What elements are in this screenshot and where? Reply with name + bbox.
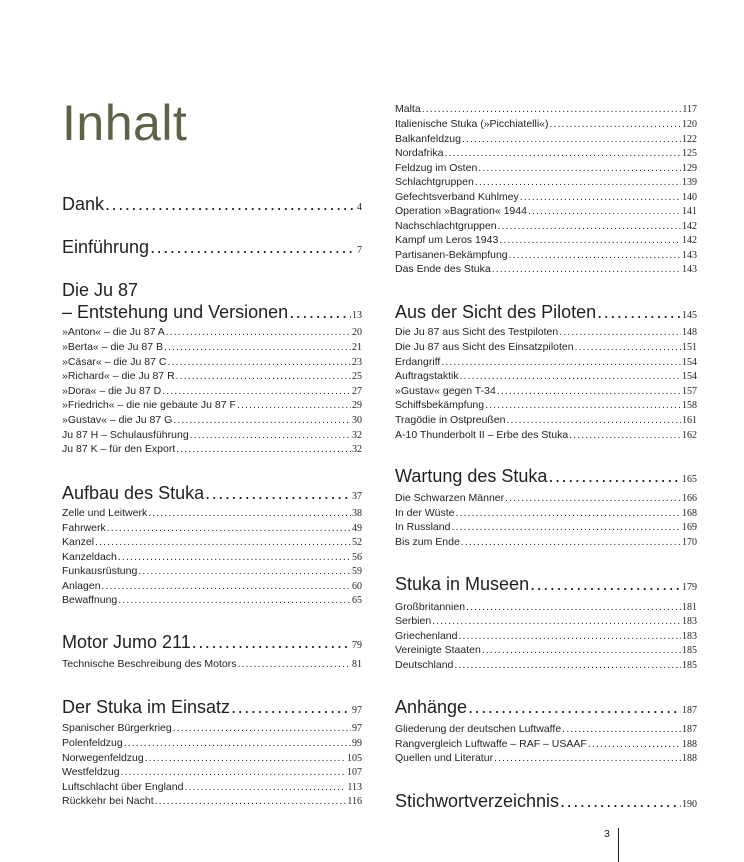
toc-subentry: [62, 751, 362, 766]
toc-entry-label: Spanischer Bürgerkrieg: [62, 722, 172, 734]
toc-page-number: 38: [352, 508, 362, 519]
toc-page-number: 161: [682, 415, 697, 426]
toc-entry-label: Die Schwarzen Männer: [395, 492, 505, 504]
toc-page-number: 145: [682, 310, 697, 321]
toc-subentry: [395, 132, 697, 147]
dot-leader: [205, 482, 351, 504]
toc-entry-label: – Entstehung und Versionen: [62, 302, 289, 322]
toc-page-number: 25: [352, 371, 362, 382]
toc-entry-label: Aus der Sicht des Piloten: [395, 302, 597, 322]
toc-page-number: 97: [352, 723, 362, 734]
dot-leader: [231, 696, 351, 718]
dot-leader: [118, 593, 351, 608]
toc-entry-label: Feldzug im Osten: [395, 162, 478, 174]
dot-leader: [485, 398, 681, 413]
toc-subentry: [395, 751, 697, 766]
toc-subentry: [62, 413, 362, 428]
toc-subentry: [62, 794, 362, 809]
toc-subentry: [395, 190, 697, 205]
toc-subentry: [395, 384, 697, 399]
dot-leader: [475, 175, 681, 190]
dot-leader: [588, 737, 681, 752]
toc-entry-label: Quellen und Literatur: [395, 752, 494, 764]
toc-subentry: [395, 204, 697, 219]
dot-leader: [444, 146, 681, 161]
toc-chapter: [62, 193, 362, 215]
toc-entry-label: »Berta« – die Ju 87 B: [62, 341, 163, 353]
toc-subentry: [395, 325, 697, 340]
toc-page-number: 148: [682, 327, 697, 338]
dot-leader: [173, 721, 351, 736]
toc-subentry: [62, 564, 362, 579]
toc-entry-label: Dank: [62, 194, 105, 214]
toc-page-number: 158: [682, 400, 697, 411]
dot-leader: [505, 491, 681, 506]
toc-page-number: 65: [352, 595, 362, 606]
toc-page-number: 139: [682, 177, 697, 188]
toc-subentry: [62, 521, 362, 536]
dot-leader: [155, 794, 347, 809]
toc-subentry: [395, 491, 697, 506]
toc-page-number: 56: [352, 552, 362, 563]
dot-leader: [520, 190, 681, 205]
toc-page-number: 30: [352, 415, 362, 426]
dot-leader: [176, 369, 351, 384]
toc-entry-label: Kanzeldach: [62, 551, 117, 563]
toc-page-number: 154: [682, 357, 697, 368]
toc-page-number: 37: [352, 491, 362, 502]
toc-page-number: 165: [682, 474, 697, 485]
toc-subentry: [395, 722, 697, 737]
toc-entry-label: Polenfeldzug: [62, 737, 123, 749]
toc-entry-label: Bis zum Ende: [395, 536, 460, 548]
toc-page-number: 143: [682, 264, 697, 275]
toc-page-number: 157: [682, 386, 697, 397]
toc-page-number: 59: [352, 566, 362, 577]
toc-subentry: [62, 398, 362, 413]
dot-leader: [176, 442, 351, 457]
toc-entry-label: Balkanfeldzug: [395, 133, 461, 145]
toc-entry-label: Bewaffnung: [62, 594, 118, 606]
toc-subentry: [395, 117, 697, 132]
dot-leader: [192, 631, 351, 653]
toc-page-number: 183: [682, 631, 697, 642]
toc-subentry: [62, 428, 362, 443]
toc-subentry: [395, 262, 697, 277]
dot-leader: [138, 564, 351, 579]
toc-subentry: [62, 369, 362, 384]
toc-subentry: [62, 355, 362, 370]
toc-subentry: [395, 248, 697, 263]
toc-entry-label: »Friedrich« – die nie gebaute Ju 87 F: [62, 399, 236, 411]
toc-entry-label: Nachschlachtgruppen: [395, 220, 497, 232]
toc-subentry: [62, 340, 362, 355]
toc-entry-label: Kampf um Leros 1943: [395, 234, 499, 246]
toc-subentry: [395, 614, 697, 629]
dot-leader: [482, 643, 681, 658]
toc-page-number: 185: [682, 660, 697, 671]
toc-entry-label: Wartung des Stuka: [395, 466, 548, 486]
dot-leader: [528, 204, 681, 219]
toc-subentry: [395, 629, 697, 644]
toc-subentry: [62, 579, 362, 594]
toc-entry-label: Serbien: [395, 615, 432, 627]
toc-chapter: [395, 465, 697, 487]
toc-subentry: [395, 102, 697, 117]
dot-leader: [162, 384, 351, 399]
toc-subentry: [62, 593, 362, 608]
toc-entry-label: Deutschland: [395, 659, 454, 671]
toc-page-number: 116: [347, 796, 362, 807]
dot-leader: [460, 369, 681, 384]
toc-entry-label: Fahrwerk: [62, 522, 106, 534]
dot-leader: [441, 355, 681, 370]
toc-entry-label: Aufbau des Stuka: [62, 483, 205, 503]
toc-subentry: [395, 413, 697, 428]
toc-page-number: 32: [352, 430, 362, 441]
dot-leader: [105, 193, 356, 215]
page-number: 3: [604, 828, 610, 840]
dot-leader: [289, 301, 351, 323]
toc-page-number: 141: [682, 206, 697, 217]
toc-subentry: [62, 657, 362, 672]
toc-page-number: 27: [352, 386, 362, 397]
dot-leader: [184, 780, 346, 795]
toc-entry-label: Die Ju 87: [62, 280, 139, 300]
toc-page-number: 166: [682, 493, 697, 504]
toc-page-number: 129: [682, 163, 697, 174]
toc-page-number: 29: [352, 400, 362, 411]
dot-leader: [494, 751, 681, 766]
toc-subentry: [62, 535, 362, 550]
toc-subentry: [395, 600, 697, 615]
toc-page-number: 181: [682, 602, 697, 613]
toc-subentry: [62, 736, 362, 751]
toc-entry-label: Schlachtgruppen: [395, 176, 474, 188]
toc-entry-label: »Gustav« gegen T-34: [395, 385, 496, 397]
dot-leader: [107, 521, 351, 536]
toc-page-number: 49: [352, 523, 362, 534]
dot-leader: [451, 520, 681, 535]
toc-page-number: 170: [682, 537, 697, 548]
toc-page-number: 154: [682, 371, 697, 382]
toc-entry-label: Rangvergleich Luftwaffe – RAF – USAAF: [395, 738, 587, 750]
dot-leader: [468, 696, 681, 718]
toc-page-number: 151: [682, 342, 697, 353]
toc-subentry: [395, 233, 697, 248]
dot-leader: [432, 614, 681, 629]
toc-page-number: 168: [682, 508, 697, 519]
toc-entry-label: Zelle und Leitwerk: [62, 507, 148, 519]
toc-subentry: [395, 175, 697, 190]
toc-page-number: 81: [352, 659, 362, 670]
toc-entry-label: Ju 87 H – Schulausführung: [62, 429, 189, 441]
dot-leader: [462, 132, 681, 147]
dot-leader: [597, 301, 681, 323]
toc-subentry: [395, 219, 697, 234]
toc-entry-label: »Gustav« – die Ju 87 G: [62, 414, 173, 426]
toc-entry-label: Anlagen: [62, 580, 101, 592]
toc-page-number: 125: [682, 148, 697, 159]
toc-subentry: [395, 161, 697, 176]
toc-entry-label: Stichwortverzeichnis: [395, 791, 560, 811]
toc-entry-label: Kanzel: [62, 536, 95, 548]
toc-entry-label: Das Ende des Stuka: [395, 263, 491, 275]
toc-page-number: 23: [352, 357, 362, 368]
toc-page-number: 142: [682, 221, 697, 232]
toc-chapter: [395, 573, 697, 595]
toc-subentry: [62, 780, 362, 795]
toc-page-number: 187: [682, 705, 697, 716]
toc-subentry: [62, 506, 362, 521]
toc-page-number: 143: [682, 250, 697, 261]
toc-subentry: [395, 520, 697, 535]
toc-page-number: 179: [682, 582, 697, 593]
toc-chapter: [62, 301, 362, 323]
toc-page-number: 97: [352, 705, 362, 716]
toc-page-number: 120: [682, 119, 697, 130]
dot-leader: [124, 736, 351, 751]
toc-entry-label: Auftragstaktik: [395, 370, 459, 382]
toc-entry-label: Malta: [395, 103, 421, 115]
dot-leader: [150, 236, 356, 258]
dot-leader: [499, 233, 681, 248]
toc-page-number: 183: [682, 616, 697, 627]
toc-subentry: [62, 442, 362, 457]
toc-entry-label: Motor Jumo 211: [62, 632, 191, 652]
dot-leader: [173, 413, 351, 428]
dot-leader: [121, 765, 346, 780]
toc-entry-label: Griechenland: [395, 630, 458, 642]
toc-page-number: 32: [352, 444, 362, 455]
toc-entry-label: Partisanen-Bekämpfung: [395, 249, 508, 261]
toc-entry-label: Anhänge: [395, 697, 468, 717]
dot-leader: [102, 579, 351, 594]
toc-page-number: 188: [682, 739, 697, 750]
toc-page-number: 52: [352, 537, 362, 548]
toc-page-number: 188: [682, 753, 697, 764]
toc-entry-label: Ju 87 K – für den Export: [62, 443, 176, 455]
dot-leader: [575, 340, 681, 355]
dot-leader: [562, 722, 681, 737]
toc-subentry: [395, 398, 697, 413]
toc-subentry: [395, 658, 697, 673]
dot-leader: [461, 535, 681, 550]
dot-leader: [478, 161, 681, 176]
dot-leader: [148, 506, 351, 521]
toc-entry-label: Großbritannien: [395, 601, 466, 613]
toc-entry-label: Einführung: [62, 237, 150, 257]
toc-page-number: 79: [352, 640, 362, 651]
dot-leader: [458, 629, 681, 644]
toc-page-number: 20: [352, 327, 362, 338]
dot-leader: [422, 102, 682, 117]
toc-subentry: [62, 765, 362, 780]
toc-subentry: [395, 340, 697, 355]
dot-leader: [498, 219, 681, 234]
toc-page-number: 4: [357, 202, 362, 213]
toc-subentry: [62, 325, 362, 340]
toc-chapter: [62, 482, 362, 504]
dot-leader: [569, 428, 681, 443]
toc-page-number: 21: [352, 342, 362, 353]
toc-entry-label: Gefechtsverband Kuhlmey: [395, 191, 519, 203]
dot-leader: [166, 325, 351, 340]
toc-entry-label: Erdangriff: [395, 356, 441, 368]
toc-page-number: 122: [682, 134, 697, 145]
toc-page-number: 140: [682, 192, 697, 203]
toc-subentry: [62, 550, 362, 565]
toc-chapter: [62, 696, 362, 718]
toc-subentry: [395, 428, 697, 443]
dot-leader: [237, 398, 351, 413]
dot-leader: [560, 790, 681, 812]
toc-entry-label: Westfeldzug: [62, 766, 120, 778]
toc-entry-label: Der Stuka im Einsatz: [62, 697, 231, 717]
toc-page-number: 7: [357, 245, 362, 256]
toc-entry-label: »Anton« – die Ju 87 A: [62, 326, 165, 338]
toc-entry-label: Die Ju 87 aus Sicht des Testpiloten: [395, 326, 559, 338]
toc-entry-label: A-10 Thunderbolt II – Erbe des Stuka: [395, 429, 569, 441]
toc-subentry: [395, 369, 697, 384]
toc-entry-label: Funkausrüstung: [62, 565, 138, 577]
toc-entry-label: Technische Beschreibung des Motors: [62, 658, 237, 670]
toc-chapter: [395, 790, 697, 812]
dot-leader: [550, 117, 682, 132]
toc-entry-label: Italienische Stuka (»Picchiatelli«): [395, 118, 549, 130]
dot-leader: [145, 751, 346, 766]
toc-entry-label: »Cäsar« – die Ju 87 C: [62, 356, 167, 368]
toc-page-number: 187: [682, 724, 697, 735]
toc-entry-label: Tragödie in Ostpreußen: [395, 414, 506, 426]
toc-page-number: 60: [352, 581, 362, 592]
dot-leader: [164, 340, 351, 355]
toc-page-number: 113: [347, 782, 362, 793]
toc-subentry: [395, 355, 697, 370]
toc-subentry: [395, 737, 697, 752]
toc-chapter: [62, 631, 362, 653]
toc-subentry: [62, 721, 362, 736]
dot-leader: [118, 550, 351, 565]
toc-entry-label: Norwegenfeldzug: [62, 752, 144, 764]
dot-leader: [509, 248, 681, 263]
toc-page-number: 107: [347, 767, 362, 778]
toc-entry-label: Stuka in Museen: [395, 574, 530, 594]
toc-entry-label: Luftschlacht über England: [62, 781, 184, 793]
toc-entry-label: »Richard« – die Ju 87 R: [62, 370, 175, 382]
toc-page-number: 185: [682, 645, 697, 656]
toc-entry-label: Operation »Bagration« 1944: [395, 205, 527, 217]
dot-leader: [497, 384, 681, 399]
toc-entry-label: In Russland: [395, 521, 451, 533]
toc-entry-label: »Dora« – die Ju 87 D: [62, 385, 162, 397]
dot-leader: [530, 573, 681, 595]
dot-leader: [466, 600, 681, 615]
toc-page-number: 105: [347, 753, 362, 764]
toc-entry-label: Die Ju 87 aus Sicht des Einsatzpiloten: [395, 341, 574, 353]
toc-entry-label: Rückkehr bei Nacht: [62, 795, 154, 807]
toc-entry-label: Gliederung der deutschen Luftwaffe: [395, 723, 562, 735]
page-rule: [618, 828, 619, 862]
toc-entry-label: Schiffsbekämpfung: [395, 399, 485, 411]
dot-leader: [95, 535, 351, 550]
dot-leader: [507, 413, 681, 428]
dot-leader: [167, 355, 351, 370]
toc-entry-label: Vereinigte Staaten: [395, 644, 481, 656]
dot-leader: [492, 262, 681, 277]
toc-page-number: 169: [682, 522, 697, 533]
toc-page-number: 190: [682, 799, 697, 810]
toc-subentry: [395, 146, 697, 161]
toc-entry-label: Nordafrika: [395, 147, 444, 159]
toc-page-number: 142: [682, 235, 697, 246]
dot-leader: [238, 657, 351, 672]
dot-leader: [190, 428, 351, 443]
toc-subentry: [395, 506, 697, 521]
toc-page-number: 117: [682, 104, 697, 115]
toc-chapter: [395, 696, 697, 718]
toc-chapter: [395, 301, 697, 323]
page-title: Inhalt: [62, 95, 188, 151]
toc-chapter: [62, 236, 362, 258]
toc-subentry: [62, 384, 362, 399]
toc-chapter: [62, 279, 362, 301]
toc-page-number: 99: [352, 738, 362, 749]
toc-page-number: 162: [682, 430, 697, 441]
dot-leader: [548, 465, 681, 487]
toc-subentry: [395, 643, 697, 658]
toc-subentry: [395, 535, 697, 550]
dot-leader: [454, 658, 681, 673]
dot-leader: [456, 506, 681, 521]
toc-page-number: 13: [352, 310, 362, 321]
toc-entry-label: In der Wüste: [395, 507, 455, 519]
dot-leader: [559, 325, 681, 340]
